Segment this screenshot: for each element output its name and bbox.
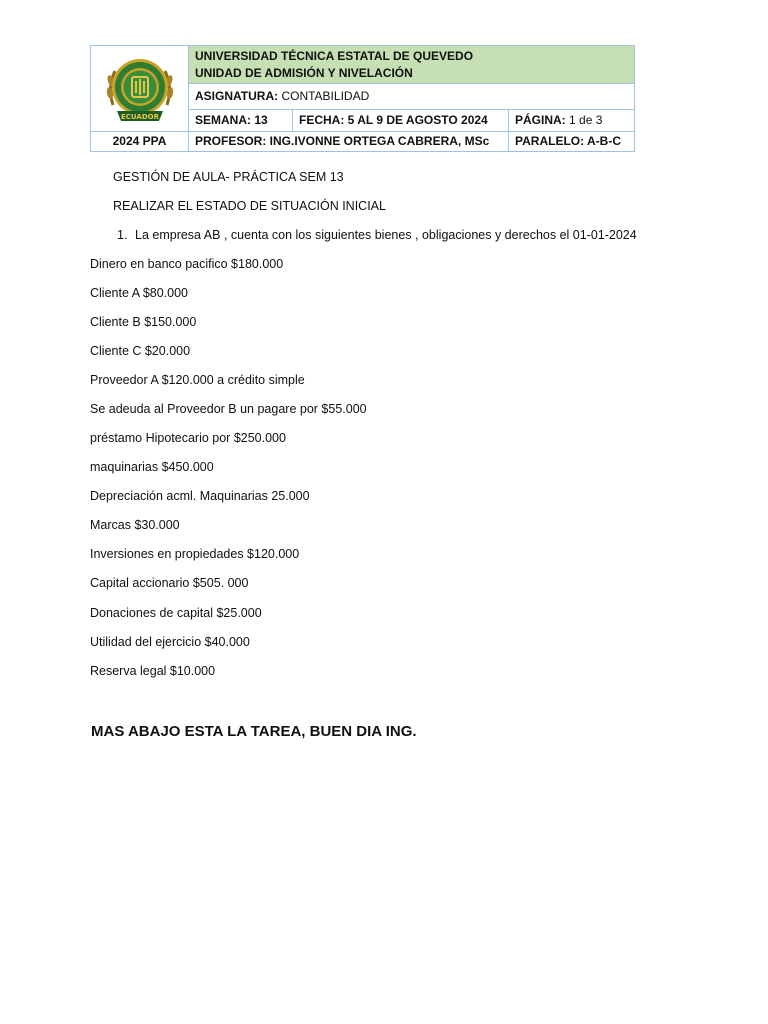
list-item: Se adeuda al Proveedor B un pagare por $55.000 [90, 402, 367, 416]
university-title-cell [189, 46, 635, 84]
list-item: préstamo Hipotecario por $250.000 [90, 431, 286, 445]
list-item: Proveedor A $120.000 a crédito simple [90, 373, 305, 387]
list-item: Cliente A $80.000 [90, 286, 188, 300]
unit-name: UNIDAD DE ADMISIÓN Y NIVELACIÓN [195, 65, 413, 80]
list-item: Capital accionario $505. 000 [90, 576, 249, 590]
subject-value: CONTABILIDAD [278, 89, 370, 104]
heading-instruction: REALIZAR EL ESTADO DE SITUACIÓN INICIAL [113, 199, 386, 213]
logo-ribbon-text: ECUADOR [120, 112, 159, 121]
list-item: Cliente C $20.000 [90, 344, 191, 358]
parallel-cell: PARALELO: A-B-C [509, 131, 635, 151]
period-cell: 2024 PPA [91, 131, 189, 151]
professor-cell: PROFESOR: ING.IVONNE ORTEGA CABRERA, MSc [189, 131, 509, 151]
list-item: Cliente B $150.000 [90, 315, 197, 329]
list-item: Depreciación acml. Maquinarias 25.000 [90, 489, 310, 503]
page-label: PÁGINA: [515, 113, 566, 128]
list-item-number: 1. [117, 228, 128, 242]
list-item-text: La empresa AB , cuenta con los siguientes bienes , obligaciones y derechos el 01-01-2024 [135, 228, 637, 242]
list-item: Reserva legal $10.000 [90, 664, 216, 678]
page-cell [509, 109, 635, 131]
heading-practice: GESTIÓN DE AULA- PRÁCTICA SEM 13 [113, 170, 344, 184]
date-cell: FECHA: 5 AL 9 DE AGOSTO 2024 [293, 109, 509, 131]
subject-cell [189, 84, 635, 109]
list-item: Inversiones en propiedades $120.000 [90, 547, 300, 561]
list-item: Marcas $30.000 [90, 518, 180, 532]
week-cell: SEMANA: 13 [189, 109, 293, 131]
university-logo-cell [91, 46, 189, 132]
university-logo [103, 51, 177, 129]
list-item: Utilidad del ejercicio $40.000 [90, 635, 250, 649]
subject-label: ASIGNATURA: [195, 89, 279, 104]
list-item: Dinero en banco pacifico $180.000 [90, 257, 284, 271]
university-name: UNIVERSIDAD TÉCNICA ESTATAL DE QUEVEDO [195, 48, 474, 63]
list-item: Donaciones de capital $25.000 [90, 606, 262, 620]
list-item: maquinarias $450.000 [90, 460, 214, 474]
page-value: 1 de 3 [565, 113, 603, 128]
document-header-table [90, 45, 635, 152]
closing-note: MAS ABAJO ESTA LA TAREA, BUEN DIA ING. [91, 723, 417, 740]
